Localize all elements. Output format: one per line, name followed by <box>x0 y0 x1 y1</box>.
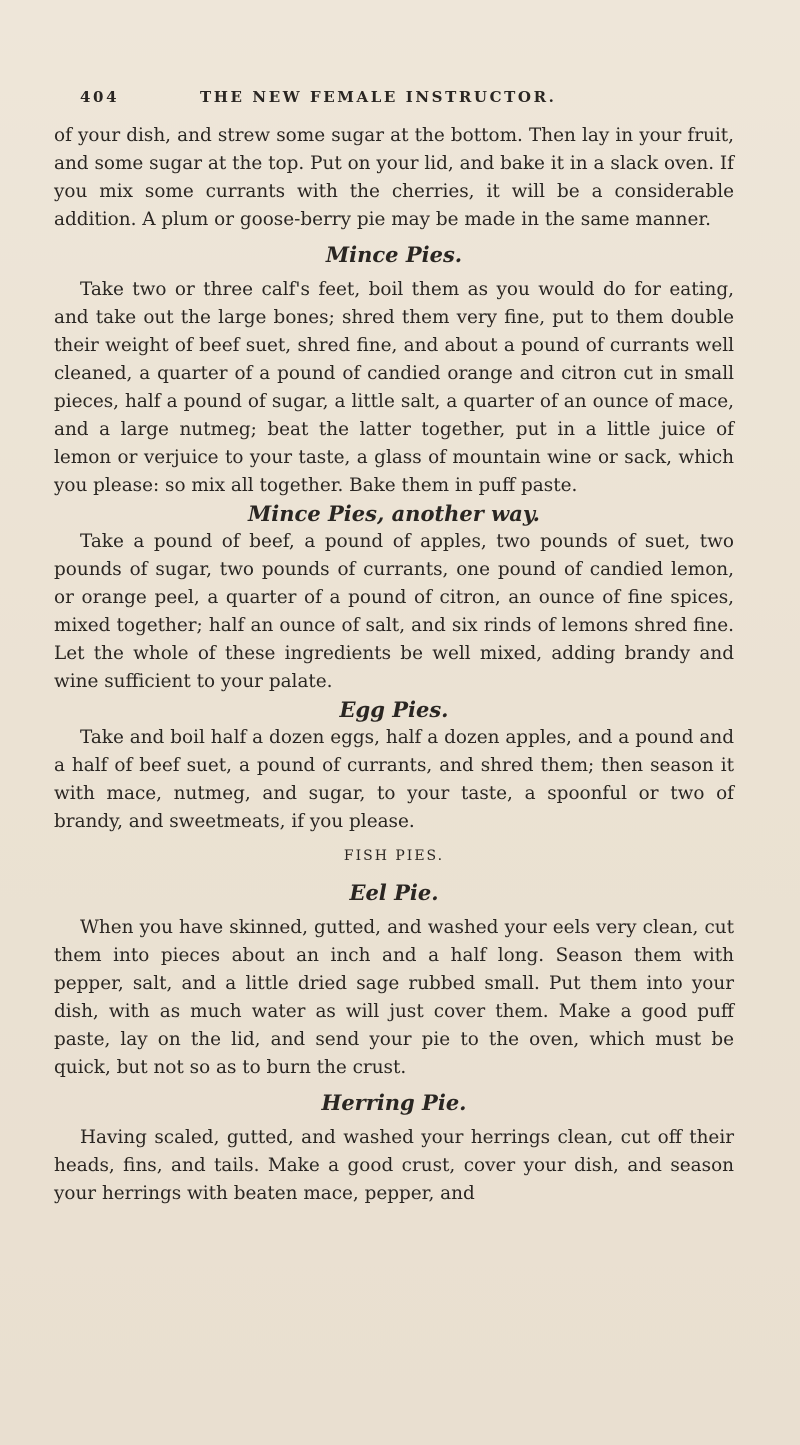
heading-eel-pie: Eel Pie. <box>349 880 439 905</box>
heading-egg-pies: Egg Pies. <box>339 697 449 722</box>
paragraph-eel-pie: When you have skinned, gutted, and washed your eels very clean, cut them into pieces about an inch and a half long. Season them with pepper, salt, and a little dried sage rubbed small. Put them into your dish, with as much water as will just cover them. Make a good puff paste, lay on the lid, and send your pie to the oven, which must be quick, but not so as to burn the crust. <box>54 917 734 1078</box>
paragraph-egg-pies: Take and boil half a dozen eggs, half a dozen apples, and a pound and a half of beef suet, a pound of currants, and shred them; then season it with mace, nutmeg, and sugar, to your taste, a spoonful or two of brandy, and sweetmeats, if you please. <box>54 727 734 832</box>
paragraph-cherry-pie-end: of your dish, and strew some sugar at the bottom. Then lay in your fruit, and some sugar at the top. Put on your lid, and bake it in a slack oven. If you mix some currants with the cherries, it will be a considerable addition. A plum or goose-berry pie may be made in the same manner. <box>54 125 734 230</box>
paragraph-mince-pies: Take two or three calf's feet, boil them as you would do for eating, and take out the large bones; shred them very fine, put to them double their weight of beef suet, shred fine, and about a pound of currants well cleaned, a quarter of a pound of candied orange and citron cut in small pieces, half a pound of sugar, a little salt, a quarter of an ounce of mace, and a large nutmeg; beat the latter together, put in a little juice of lemon or verjuice to your taste, a glass of mountain wine or sack, which you please: so mix all together. Bake them in puff paste. <box>54 279 734 496</box>
paragraph-herring-pie: Having scaled, gutted, and washed your herrings clean, cut off their heads, fins, and tails. Make a good crust, cover your dish, and season your herrings with beaten mace, pepper, and <box>54 1127 734 1204</box>
running-title: THE NEW FEMALE INSTRUCTOR. <box>200 88 557 106</box>
page-content <box>54 122 734 1208</box>
running-head <box>80 88 720 106</box>
heading-mince-pies: Mince Pies. <box>325 242 463 267</box>
heading-mince-pies-another-way: Mince Pies, another way. <box>248 501 540 526</box>
section-title-fish-pies: FISH PIES. <box>343 848 445 864</box>
heading-herring-pie: Herring Pie. <box>321 1090 467 1115</box>
page-number: 404 <box>80 88 120 106</box>
paragraph-mince-pies-another-way: Take a pound of beef, a pound of apples, two pounds of suet, two pounds of sugar, two pounds of currants, one pound of candied lemon, or orange peel, a quarter of a pound of citron, an ounce of fine spices, mixed together; half an ounce of salt, and six rinds of lemons shred fine. Let the whole of these ingredients be well mixed, adding brandy and wine sufficient to your palate. <box>54 531 734 692</box>
